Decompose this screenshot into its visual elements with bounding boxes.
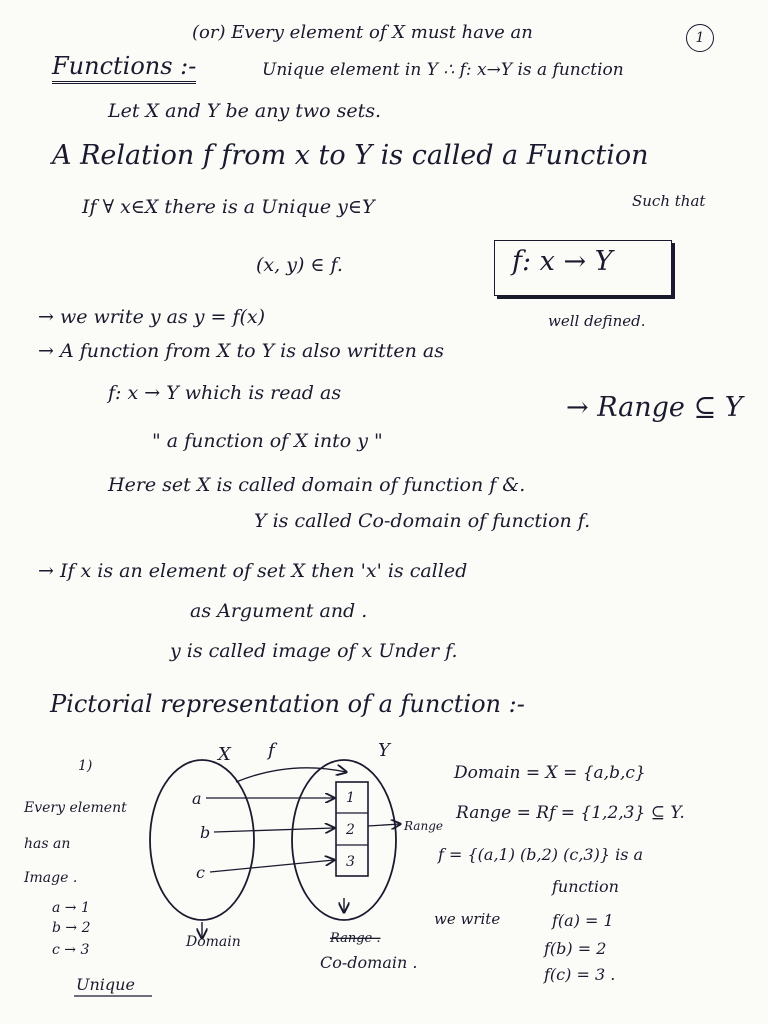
left-note-3: Image . (24, 870, 78, 886)
domain-label: Domain (186, 934, 241, 950)
body-line-2: A Relation f from x to Y is called a Function (52, 140, 649, 171)
section-heading: Pictorial representation of a function :- (50, 690, 525, 718)
left-note-1: Every element (24, 800, 127, 816)
note-fb: f(b) = 2 (544, 939, 607, 958)
header-line-2: Unique element in Y ∴ f: x→Y is a function (262, 60, 624, 80)
body-line-12: as Argument and . (190, 600, 368, 622)
codomain-elem-3: 3 (346, 854, 355, 870)
body-line-11: → If x is an element of set X then 'x' is called (38, 560, 468, 582)
note-fc: f(c) = 3 . (544, 965, 616, 984)
range-crossed-label: Range . (330, 931, 381, 946)
note-domain: Domain = X = {a,b,c} (454, 763, 646, 783)
body-line-13: y is called image of x Under f. (170, 640, 458, 662)
body-line-5: → we write y as y = f(x) (38, 306, 266, 328)
f-label: f (268, 740, 275, 761)
note-function-word: function (552, 877, 619, 896)
domain-elem-c: c (196, 863, 205, 882)
codomain-elem-1: 1 (346, 790, 355, 806)
map-arrow-c (210, 860, 334, 872)
page-number: 1 (686, 24, 714, 52)
body-line-3-side: Such that (632, 192, 706, 210)
body-line-4: (x, y) ∈ f. (256, 254, 343, 276)
note-range: Range = Rf = {1,2,3} ⊆ Y. (456, 803, 685, 823)
mapping-b: b → 2 (52, 920, 91, 936)
function-diagram (0, 730, 768, 1024)
body-line-6: → A function from X to Y is also written as (38, 340, 444, 362)
f-arrow (236, 768, 346, 782)
set-y-label: Y (378, 740, 390, 761)
body-line-8: " a function of X into y " (152, 430, 383, 452)
body-line-9: Here set X is called domain of function f &. (108, 474, 526, 496)
body-line-7: f: x → Y which is read as (108, 382, 342, 404)
mapping-c: c → 3 (52, 942, 90, 958)
left-note-2: has an (24, 836, 71, 852)
range-side-label: Range (404, 819, 443, 833)
header-line-1: (or) Every element of X must have an (192, 22, 533, 43)
body-line-5-side: well defined. (548, 312, 646, 330)
codomain-elem-2: 2 (346, 822, 355, 838)
note-we-write: we write (434, 910, 501, 928)
codomain-label: Co-domain . (320, 953, 418, 972)
note-f-set: f = {(a,1) (b,2) (c,3)} is a (438, 845, 644, 864)
map-arrow-b (214, 828, 334, 832)
mapping-a: a → 1 (52, 900, 90, 916)
boxed-notation-text: f: x → Y (512, 246, 613, 277)
set-x-label: X (218, 744, 231, 765)
body-line-1: Let X and Y be any two sets. (108, 100, 382, 122)
body-line-3: If ∀ x∈X there is a Unique y∈Y (82, 196, 375, 218)
page-title: Functions :- (52, 52, 196, 84)
body-line-7-side: → Range ⊆ Y (566, 392, 743, 423)
diagram-number: 1) (78, 758, 93, 774)
body-line-10: Y is called Co-domain of function f. (254, 510, 591, 532)
domain-elem-a: a (192, 789, 202, 808)
domain-elem-b: b (200, 823, 211, 842)
note-fa: f(a) = 1 (552, 911, 614, 930)
codomain-ellipse (292, 760, 396, 920)
unique-label: Unique (76, 975, 135, 994)
